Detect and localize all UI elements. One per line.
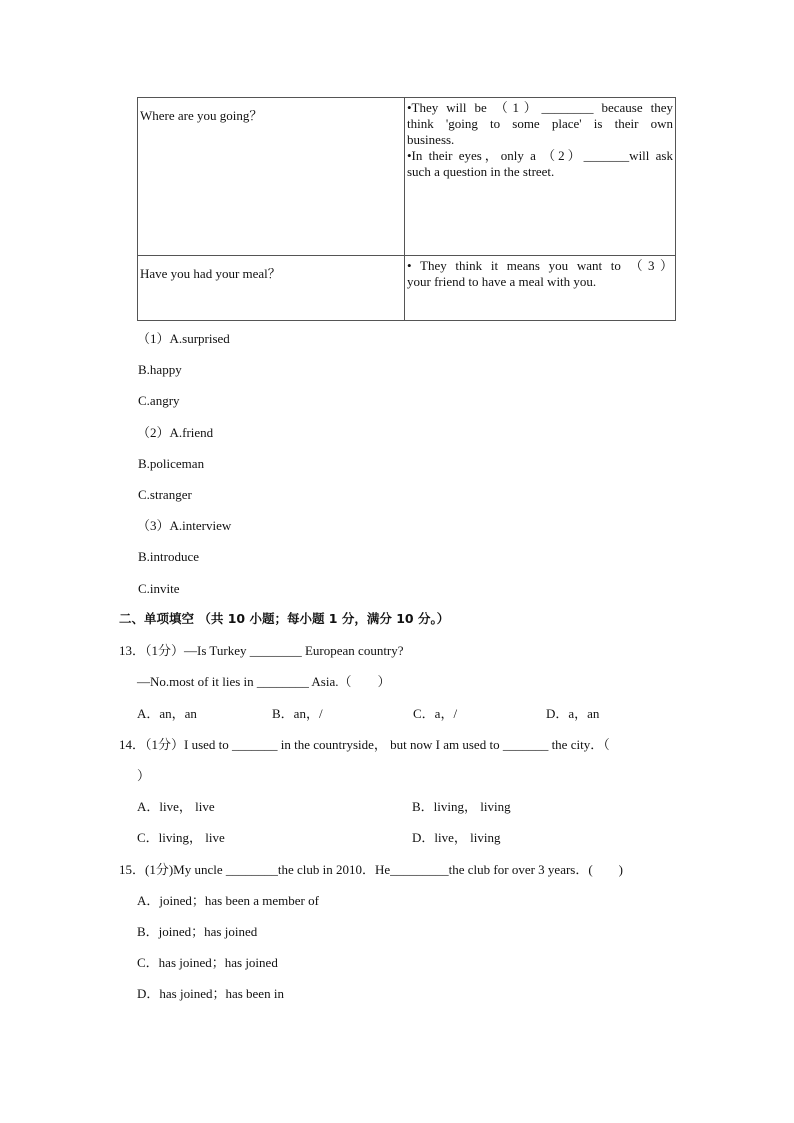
question-13-option: C．a，/ [413,706,458,721]
section-heading: 二、单项填空 （共 10 小题；每小题 1 分，满分 10 分。） [119,611,450,626]
question-15-option: C．has joined；has joined [137,955,278,970]
answer-line: • They think it means you want to （3） [407,258,673,273]
table-answer-cell [405,98,676,256]
question-15-line: 15．(1分)My uncle ________the club in 2010．He_________the club for over 3 years．( ) [119,862,624,877]
question-13-line: —No.most of it lies in ________ Asia.（ ） [137,674,391,689]
question-14-option: A．live， live [137,799,215,814]
question-15-option: A．joined；has been a member of [137,893,319,908]
answer-line: such a question in the street. [407,164,555,179]
question-13-option: D．a，an [546,706,600,721]
option-line: （2）A.friend [137,425,214,440]
question-text: Where are you going？ [140,108,263,123]
option-line: C.invite [138,581,180,596]
option-line: B.introduce [138,549,200,564]
answer-line: your friend to have a meal with you. [407,274,597,289]
question-text: Have you had your meal？ [140,266,281,281]
option-line: C.angry [138,393,180,408]
question-15-option: B．joined；has joined [137,924,258,939]
culture-table [137,97,676,321]
option-line: B.policeman [138,456,205,471]
table-question-cell [138,98,405,256]
question-14-option: C．living， live [137,830,225,845]
answer-line: think 'going to some place' is their own [407,116,673,131]
table-question-cell [138,256,405,321]
table-row [138,98,676,256]
table-answer-cell [405,256,676,321]
option-line: （3）A.interview [137,518,232,533]
question-14-option: B．living， living [412,799,511,814]
question-14-option: D．live， living [412,830,501,845]
option-line: B.happy [138,362,182,377]
question-14-line: 14．（1分）I used to _______ in the countryside， but now I am used to _______ the city．（ [119,737,610,752]
answer-line: •In their eyes，only a （2）_______will ask [407,148,673,163]
option-line: （1）A.surprised [137,331,230,346]
question-14-line: ） [137,768,151,783]
answer-line: •They will be （1）________ because they [407,100,673,115]
question-13-option: A．an，an [137,706,197,721]
answer-line: business. [407,132,455,147]
question-13-line: 13．（1分）—Is Turkey ________ European country? [119,643,404,658]
question-15-option: D．has joined；has been in [137,986,284,1001]
option-line: C.stranger [138,487,192,502]
table-row [138,256,676,321]
question-13-option: B．an，/ [272,706,323,721]
